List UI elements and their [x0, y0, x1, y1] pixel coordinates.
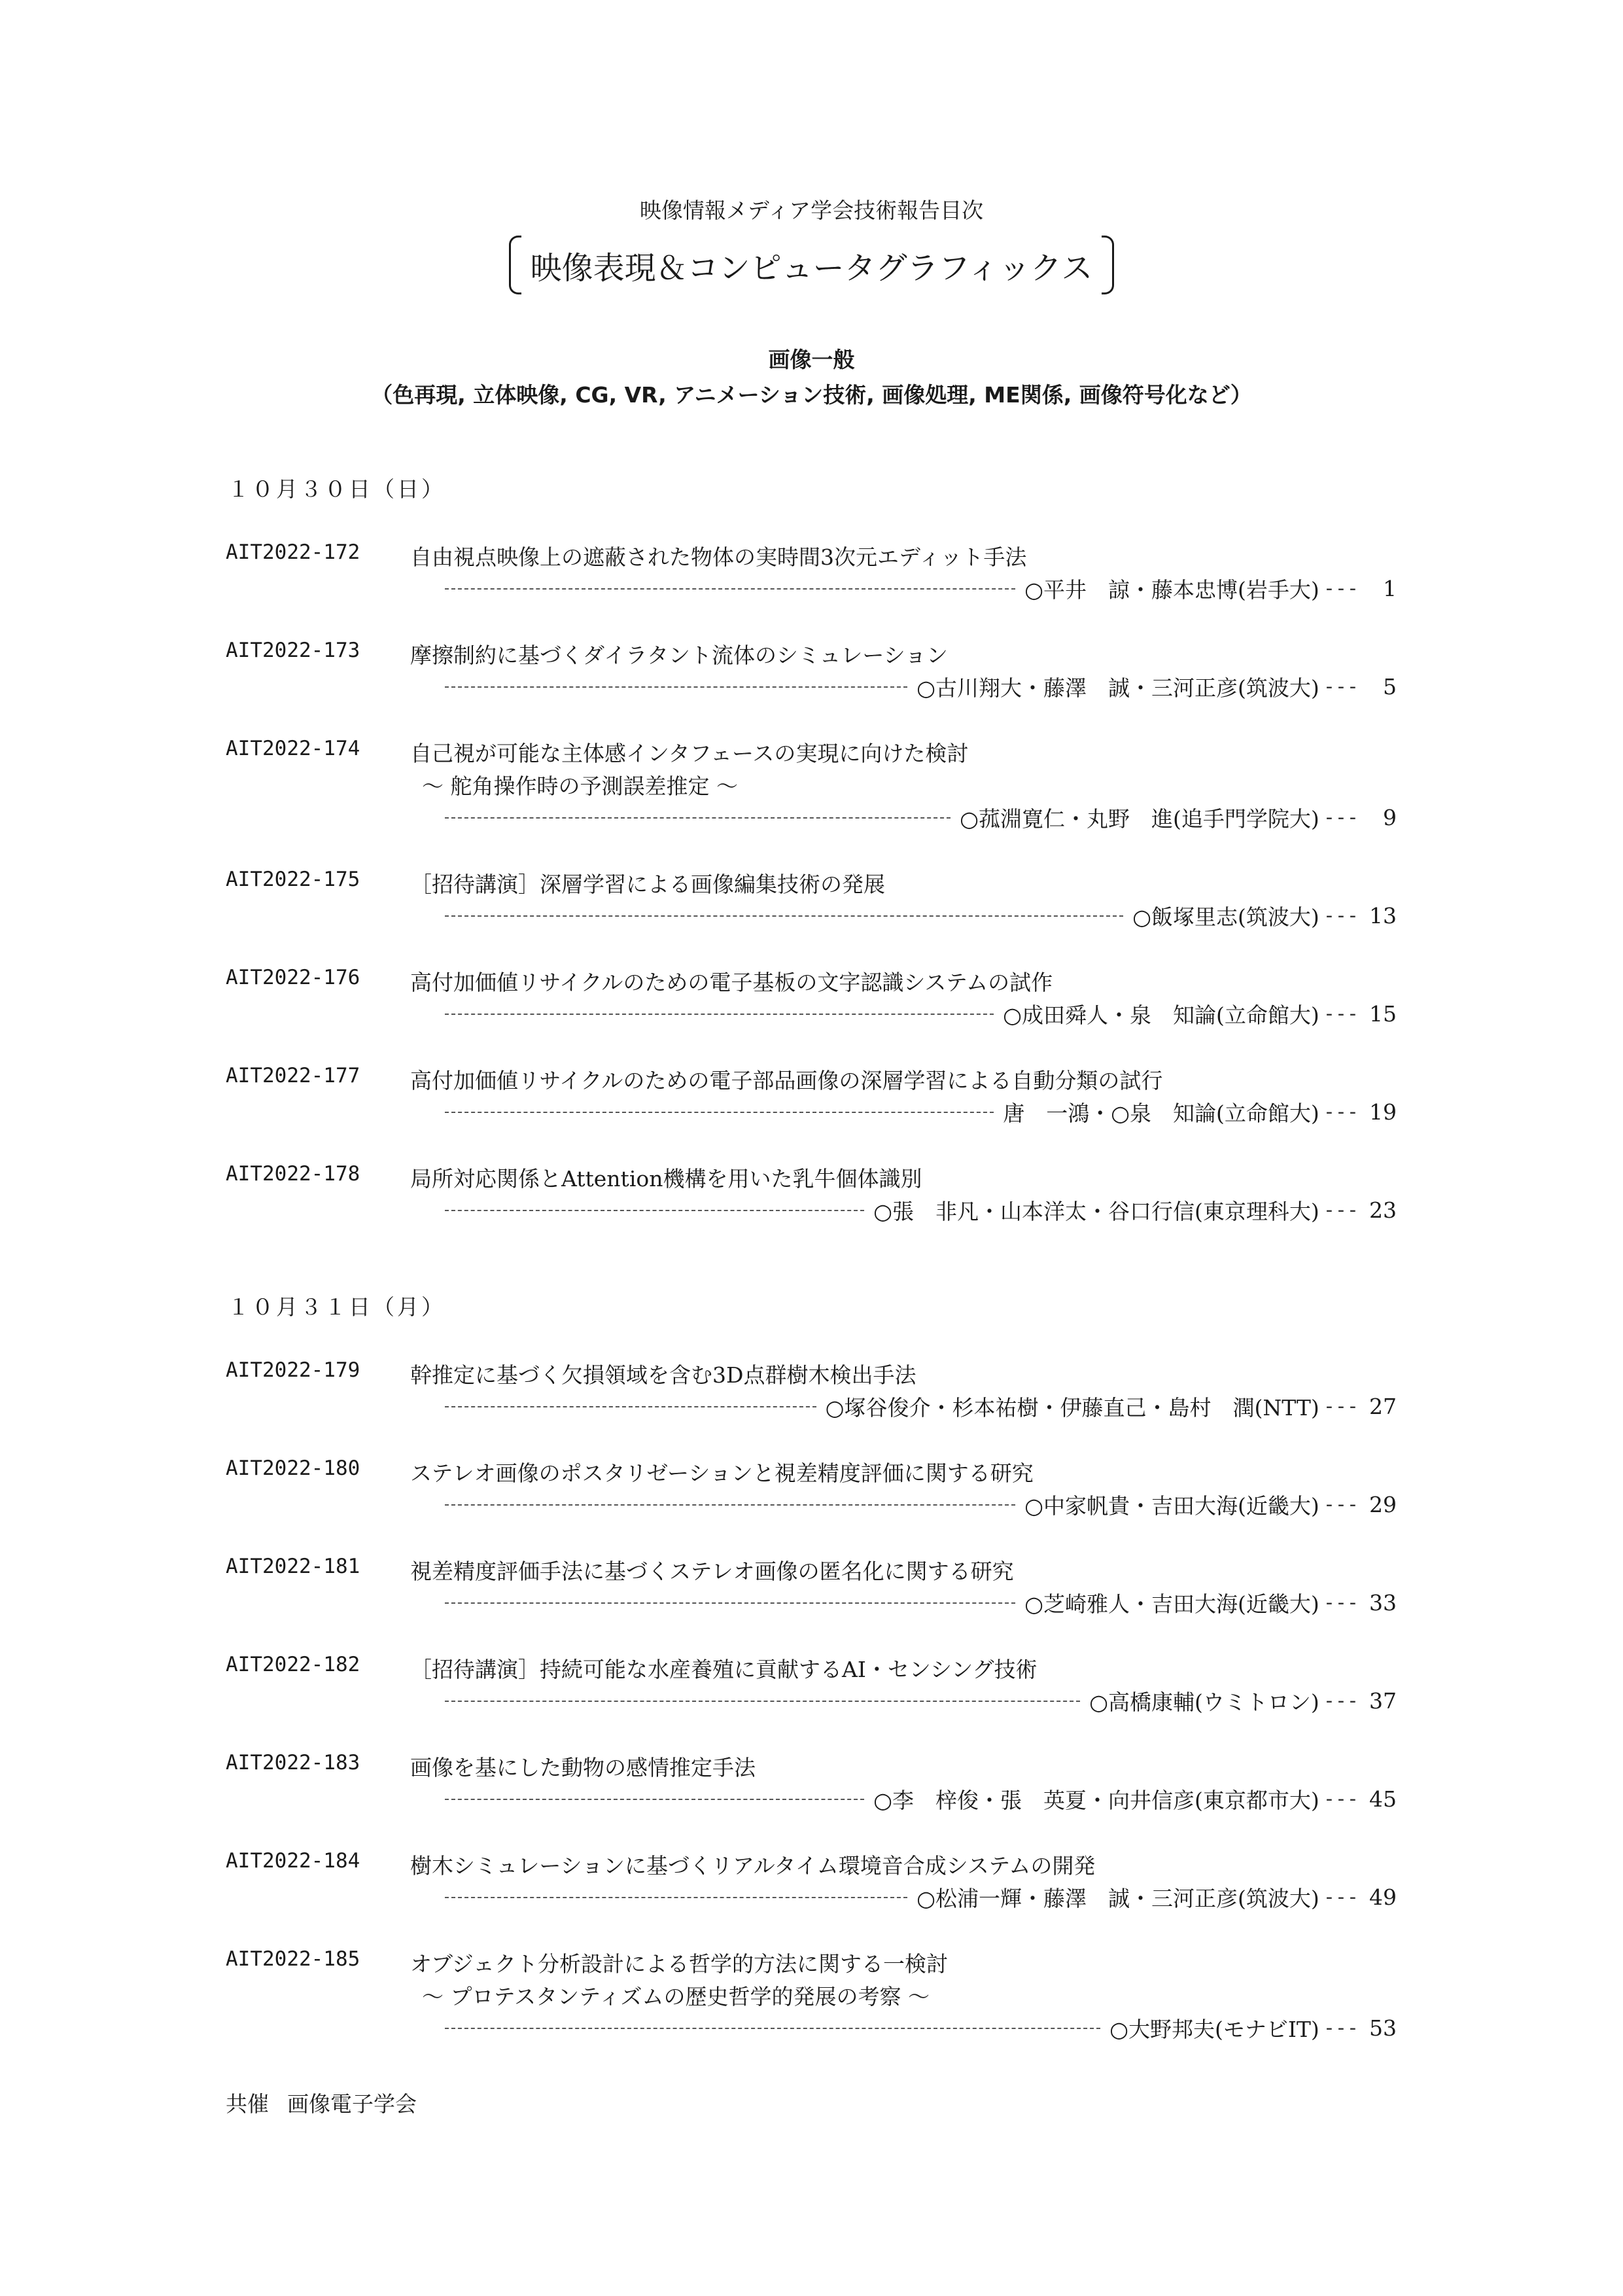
paper-authors: ○高橋康輔(ウミトロン) — [1089, 1689, 1319, 1715]
paper-code: AIT2022-178 — [226, 1162, 360, 1186]
leader-tail: --- — [1323, 1199, 1359, 1222]
page-number: 27 — [1369, 1394, 1397, 1419]
paper-title: 自己視が可能な主体感インタフェースの実現に向けた検討 — [410, 741, 969, 766]
paper-authors: ○大野邦夫(モナビIT) — [1109, 2017, 1319, 2042]
paper-title: 画像を基にした動物の感情推定手法 — [410, 1755, 756, 1780]
toc-entry — [226, 1358, 1397, 1437]
page-number: 19 — [1369, 1099, 1397, 1125]
paper-code: AIT2022-181 — [226, 1555, 360, 1578]
author-line — [445, 900, 1397, 931]
toc-entry — [226, 1064, 1397, 1142]
paper-title: 自由視点映像上の遮蔽された物体の実時間3次元エディット手法 — [410, 544, 1027, 570]
paper-authors: ○古川翔大・藤澤 誠・三河正彦(筑波大) — [916, 675, 1319, 701]
paper-code: AIT2022-180 — [226, 1457, 360, 1480]
author-line — [445, 998, 1397, 1029]
paper-title: ステレオ画像のポスタリゼーションと視差精度評価に関する研究 — [410, 1460, 1034, 1486]
dot-leader — [445, 1799, 864, 1800]
paper-title: 樹木シミュレーションに基づくリアルタイム環境音合成システムの開発 — [410, 1853, 1096, 1879]
author-line — [445, 802, 1397, 833]
author-line — [445, 2013, 1397, 2043]
cosponsor-label: 共催 — [226, 2091, 269, 2117]
paper-code: AIT2022-185 — [226, 1947, 360, 1971]
dot-leader — [445, 1210, 864, 1211]
author-line — [445, 1195, 1397, 1226]
dot-leader — [445, 1014, 994, 1015]
paper-subtitle: ～ 舵角操作時の予測誤差推定 ～ — [422, 773, 738, 799]
paper-title: ［招待講演］深層学習による画像編集技術の発展 — [410, 872, 885, 897]
dot-leader — [445, 1701, 1080, 1702]
paper-code: AIT2022-173 — [226, 639, 360, 662]
dot-leader — [445, 1406, 816, 1407]
toc-entry — [226, 868, 1397, 946]
page-number: 37 — [1369, 1688, 1397, 1714]
dot-leader — [445, 2028, 1100, 2029]
author-line — [445, 1784, 1397, 1814]
paper-authors: ○菰淵寛仁・丸野 進(追手門学院大) — [960, 806, 1319, 832]
page-number: 49 — [1369, 1884, 1397, 1910]
leader-tail: --- — [1323, 1493, 1359, 1516]
leader-tail: --- — [1323, 577, 1359, 600]
author-line — [445, 573, 1397, 604]
leader-tail: --- — [1323, 904, 1359, 927]
leader-tail: --- — [1323, 1395, 1359, 1418]
paper-title: 視差精度評価手法に基づくステレオ画像の匿名化に関する研究 — [410, 1559, 1014, 1584]
paper-code: AIT2022-175 — [226, 868, 360, 891]
paper-authors: 唐 一鴻・○泉 知論(立命館大) — [1003, 1101, 1319, 1126]
paper-code: AIT2022-177 — [226, 1064, 360, 1087]
leader-tail: --- — [1323, 675, 1359, 698]
author-line — [445, 671, 1397, 702]
paper-code: AIT2022-184 — [226, 1849, 360, 1873]
page-number: 9 — [1383, 805, 1397, 830]
cosponsor-footer — [226, 2087, 417, 2118]
dot-leader — [445, 817, 951, 819]
toc-entry — [226, 1162, 1397, 1241]
page-number: 33 — [1369, 1590, 1397, 1616]
page-number: 23 — [1369, 1197, 1397, 1223]
toc-entry — [226, 737, 1397, 848]
paper-authors: ○中家帆貴・吉田大海(近畿大) — [1024, 1493, 1319, 1519]
paper-authors: ○平井 諒・藤本忠博(岩手大) — [1024, 577, 1319, 603]
right-bracket — [1102, 236, 1114, 294]
page-number: 13 — [1369, 903, 1397, 928]
page-number: 29 — [1369, 1492, 1397, 1517]
leader-tail: --- — [1323, 2017, 1359, 2040]
author-line — [445, 1587, 1397, 1618]
paper-authors: ○芝崎雅人・吉田大海(近畿大) — [1024, 1591, 1319, 1617]
report-index-title: 映像情報メディア学会技術報告目次 — [639, 198, 984, 223]
author-line — [445, 1097, 1397, 1127]
page-number: 15 — [1369, 1001, 1397, 1027]
section-subtitle: （色再現, 立体映像, CG, VR, アニメーション技術, 画像処理, ME関係, 画像符号化など） — [371, 382, 1252, 408]
paper-title: 幹推定に基づく欠損領域を含む3D点群樹木検出手法 — [410, 1362, 916, 1388]
paper-title: 高付加価値リサイクルのための電子基板の文字認識システムの試作 — [410, 970, 1053, 995]
paper-title: オブジェクト分析設計による哲学的方法に関する一検討 — [410, 1951, 949, 1977]
leader-tail: --- — [1323, 1101, 1359, 1123]
toc-entry — [226, 1457, 1397, 1535]
leader-tail: --- — [1323, 1689, 1359, 1712]
cosponsor-org: 画像電子学会 — [287, 2091, 417, 2117]
author-line — [445, 1391, 1397, 1422]
section-title: 画像一般 — [768, 347, 855, 372]
paper-authors: ○松浦一輝・藤澤 誠・三河正彦(筑波大) — [916, 1886, 1319, 1911]
day-label-oct31: １０月３１日（月） — [228, 1294, 445, 1320]
author-line — [445, 1489, 1397, 1520]
leader-tail: --- — [1323, 806, 1359, 829]
dot-leader — [445, 915, 1123, 917]
dot-leader — [445, 1897, 907, 1898]
toc-entry — [226, 1849, 1397, 1928]
paper-subtitle: ～ プロテスタンティズムの歴史哲学的発展の考察 ～ — [422, 1984, 930, 2009]
paper-authors: ○張 非凡・山本洋太・谷口行信(東京理科大) — [873, 1199, 1319, 1224]
left-bracket — [509, 236, 521, 294]
day-label-oct30: １０月３０日（日） — [228, 476, 445, 502]
leader-tail: --- — [1323, 1591, 1359, 1614]
paper-title: 高付加価値リサイクルのための電子部品画像の深層学習による自動分類の試行 — [410, 1068, 1163, 1093]
toc-entry — [226, 639, 1397, 717]
toc-entry — [226, 1751, 1397, 1829]
paper-title: ［招待講演］持続可能な水産養殖に貢献するAI・センシング技術 — [410, 1657, 1038, 1682]
page-number: 1 — [1383, 576, 1397, 601]
toc-entry — [226, 1653, 1397, 1731]
toc-entry — [226, 1555, 1397, 1633]
dot-leader — [445, 588, 1015, 590]
toc-entry — [226, 540, 1397, 619]
page-number: 45 — [1369, 1786, 1397, 1812]
paper-code: AIT2022-174 — [226, 737, 360, 760]
author-line — [445, 1882, 1397, 1913]
series-title: 映像表現＆コンピュータグラフィックス — [530, 249, 1093, 287]
leader-tail: --- — [1323, 1788, 1359, 1810]
paper-code: AIT2022-172 — [226, 540, 360, 564]
paper-authors: ○李 梓俊・張 英夏・向井信彦(東京都市大) — [873, 1788, 1319, 1813]
series-title-block — [0, 236, 1623, 297]
paper-code: AIT2022-179 — [226, 1358, 360, 1382]
page-number: 5 — [1383, 674, 1397, 699]
paper-authors: ○塚谷俊介・杉本祐樹・伊藤直己・島村 潤(NTT) — [825, 1395, 1319, 1421]
leader-tail: --- — [1323, 1002, 1359, 1025]
toc-entry — [226, 1947, 1397, 2058]
paper-code: AIT2022-183 — [226, 1751, 360, 1775]
dot-leader — [445, 1504, 1015, 1506]
page-number: 53 — [1369, 2015, 1397, 2041]
toc-entry — [226, 966, 1397, 1044]
dot-leader — [445, 686, 907, 688]
dot-leader — [445, 1602, 1015, 1604]
paper-authors: ○飯塚里志(筑波大) — [1132, 904, 1319, 930]
paper-title: 摩擦制約に基づくダイラタント流体のシミュレーション — [410, 643, 949, 668]
author-line — [445, 1686, 1397, 1716]
leader-tail: --- — [1323, 1886, 1359, 1909]
paper-code: AIT2022-182 — [226, 1653, 360, 1676]
paper-code: AIT2022-176 — [226, 966, 360, 989]
dot-leader — [445, 1112, 994, 1113]
paper-title: 局所対応関係とAttention機構を用いた乳牛個体識別 — [410, 1166, 922, 1192]
paper-authors: ○成田舜人・泉 知論(立命館大) — [1003, 1002, 1319, 1028]
